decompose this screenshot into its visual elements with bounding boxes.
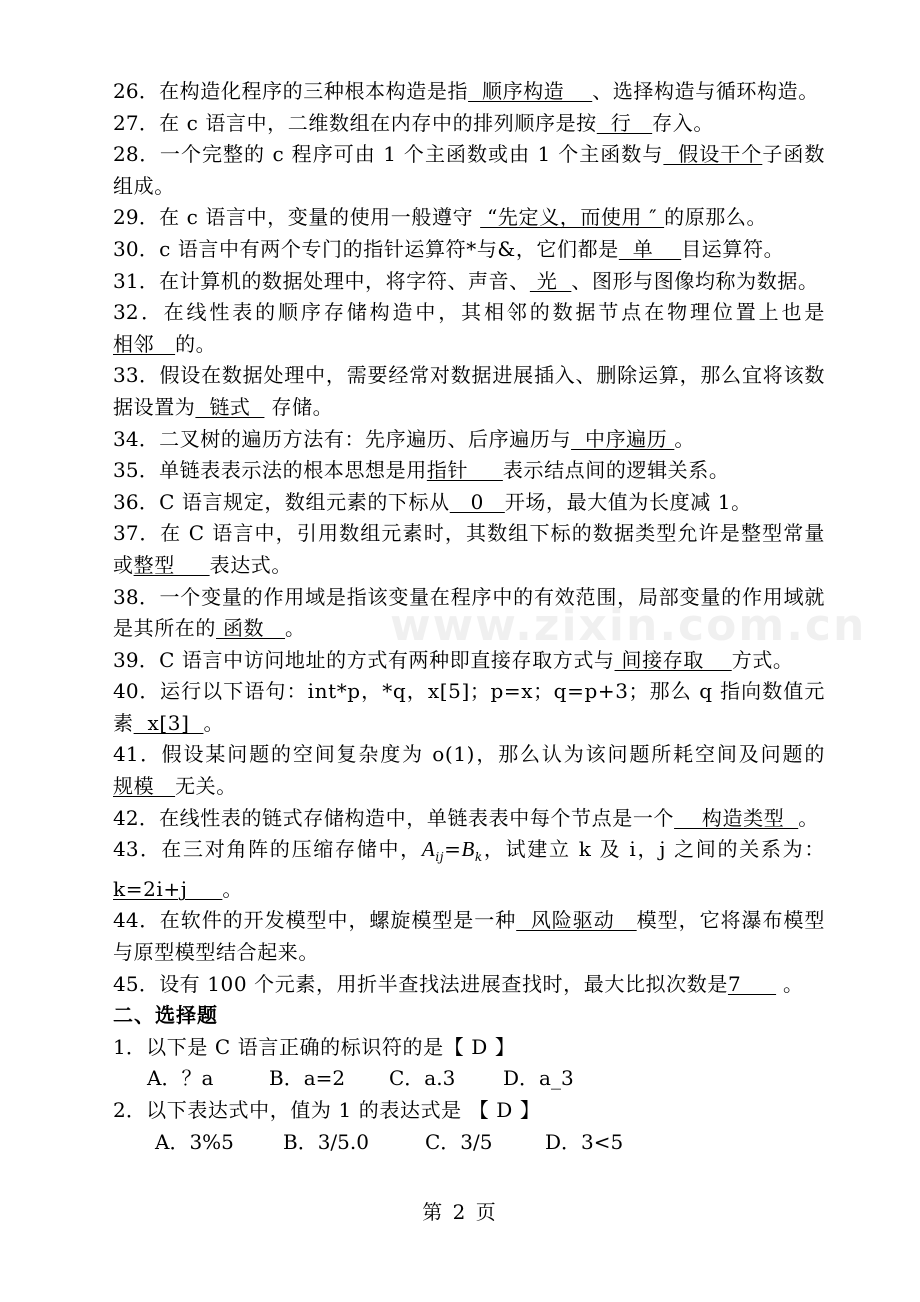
answer-blank: 行	[596, 110, 653, 135]
question-38	[113, 582, 825, 645]
question-30	[113, 234, 825, 266]
question-40	[113, 676, 825, 739]
question-36	[113, 487, 825, 519]
answer-blank: 风险驱动	[516, 908, 637, 933]
question-text: 在计算机的数据处理中，将字符、声音、	[159, 268, 530, 293]
question-number: 32．	[113, 300, 164, 325]
question-number: 43．	[113, 837, 162, 862]
question-text: 子函数组成。	[113, 142, 825, 198]
question-text: C 语言中访问地址的方式有两种即直接存取方式与	[159, 647, 615, 672]
question-text: 一个变量的作用域是指该变量在程序中的有效范围，局部变量的作用域就是其所在的	[113, 584, 825, 641]
question-text: ，试建立 k 及 i，j 之间的关系为：	[482, 837, 825, 862]
watermark-text: www.zixin.com.cn	[390, 600, 867, 651]
question-42	[113, 803, 825, 835]
mc-question-2	[113, 1095, 825, 1127]
option-b: B．a=2	[269, 1066, 346, 1091]
question-number: 41．	[113, 742, 162, 767]
question-text: 的。	[175, 331, 217, 356]
question-text: 、选择构造与循环构造。	[592, 79, 819, 103]
question-45	[113, 969, 825, 1001]
answer-blank: 假设干个	[663, 142, 763, 167]
question-text: 表示结点间的逻辑关系。	[502, 458, 730, 483]
answer-blank: k=2i+j	[113, 876, 223, 901]
question-27	[113, 108, 825, 140]
answer-blank: 函数	[216, 616, 286, 641]
question-text: 。	[285, 616, 306, 641]
question-number: 29．	[113, 205, 160, 230]
question-text: 。	[222, 876, 243, 901]
question-33	[113, 360, 825, 423]
option-a: A．？a	[147, 1066, 214, 1091]
question-text: 存储。	[264, 394, 334, 419]
question-text: 表达式。	[209, 552, 293, 577]
question-number: 34．	[113, 426, 160, 451]
question-number: 31．	[113, 268, 160, 293]
answer-blank: 整型	[133, 552, 210, 577]
answer-blank: 构造类型	[674, 805, 799, 830]
question-text: 的原那么。	[664, 205, 768, 230]
question-text: 在构造化程序的三种根本构造是指	[159, 79, 469, 103]
answer-blank: 链式	[195, 394, 265, 419]
question-34	[113, 424, 825, 456]
question-number: 37．	[113, 521, 161, 546]
formula-sub-k: k	[474, 850, 483, 865]
question-number: 38．	[113, 584, 160, 609]
question-number: 44．	[113, 908, 160, 933]
question-text: 设有 100 个元素，用折半查找法进展查找时，最大比拟次数是	[159, 971, 728, 996]
option-d: D．a_3	[503, 1066, 574, 1091]
question-number: 45．	[113, 971, 160, 996]
question-number: 30．	[113, 236, 160, 261]
answer-blank: x[3]	[133, 710, 204, 735]
answer-blank: 指针	[426, 458, 503, 483]
question-text: 。	[776, 971, 804, 996]
question-text: 存入。	[652, 110, 714, 135]
question-text: 方式。	[731, 647, 794, 672]
question-32	[113, 297, 825, 360]
question-text: 在线性表的顺序存储构造中，其相邻的数据节点在物理位置上也是	[163, 300, 825, 325]
question-text: 一个完整的 c 程序可由 1 个主函数或由 1 个主函数与	[159, 142, 664, 167]
question-text: 、图形与图像均称为数据。	[571, 268, 819, 293]
document-page	[113, 76, 825, 1158]
question-31	[113, 266, 825, 298]
question-text: 无关。	[175, 774, 237, 799]
question-text: 在 c 语言中，二维数组在内存中的排列顺序是按	[159, 110, 597, 135]
answer-blank: 单	[618, 236, 682, 261]
question-text: 假设在数据处理中，需要经常对数据进展插入、删除运算，那么宜将该数据设置为	[113, 363, 825, 419]
question-text: 模型，它将瀑布模型与原型模型结合起来。	[113, 908, 825, 965]
question-number: 28．	[113, 142, 160, 167]
question-41	[113, 739, 825, 802]
question-text: 在三对角阵的压缩存储中，	[161, 837, 422, 862]
question-text: C 语言规定，数组元素的下标从	[159, 489, 450, 514]
question-number: 2．	[113, 1098, 147, 1122]
question-text: 二叉树的遍历方法有：先序遍历、后序遍历与	[159, 426, 572, 451]
answer-blank: “先定义，而使用 ″	[480, 205, 665, 230]
option-c: C．3/5	[425, 1129, 493, 1154]
question-text: 。	[674, 426, 695, 451]
answer-blank: 7	[727, 971, 777, 996]
question-number: 39．	[113, 647, 160, 672]
question-text: 在线性表的链式存储构造中，单链表表中每个节点是一个	[159, 805, 675, 830]
question-number: 36．	[113, 489, 160, 514]
answer-blank: 相邻	[113, 331, 176, 356]
question-number: 40．	[113, 679, 161, 704]
question-stem: 以下是 C 语言正确的标识符的是【 D 】	[146, 1034, 516, 1059]
mc-options-2	[113, 1127, 825, 1159]
option-c: C．a.3	[389, 1066, 456, 1091]
question-44	[113, 905, 825, 968]
formula-var-a: A	[421, 837, 436, 862]
question-35	[113, 455, 825, 487]
option-d: D．3<5	[545, 1129, 624, 1154]
question-number: 35．	[113, 458, 160, 483]
formula-var-b: B	[461, 837, 475, 862]
question-text: 在 c 语言中，变量的使用一般遵守	[159, 205, 481, 230]
formula-equals: =	[444, 837, 462, 862]
mc-options-1	[113, 1063, 825, 1095]
question-number: 33．	[113, 363, 160, 388]
answer-blank: 光	[529, 268, 572, 293]
question-text: 运行以下语句：int*p，*q，x[5]；p=x；q=p+3；那么 q 指向数值元素	[113, 679, 825, 735]
answer-blank: 间接存取	[614, 647, 732, 672]
question-28	[113, 139, 825, 202]
page-footer: 第 2 页	[422, 1200, 498, 1224]
answer-blank: 0	[449, 489, 505, 514]
question-text: 目运算符。	[681, 236, 785, 261]
question-stem: 以下表达式中，值为 1 的表达式是 【 D 】	[146, 1098, 541, 1122]
question-text: 单链表表示法的根本思想是用	[159, 458, 427, 483]
answer-blank: 顺序构造	[468, 79, 593, 103]
question-26	[113, 76, 825, 108]
option-b: B．3/5.0	[283, 1129, 369, 1154]
question-29	[113, 202, 825, 234]
question-37	[113, 518, 825, 581]
question-text: 在软件的开发模型中，螺旋模型是一种	[159, 908, 517, 933]
section-title: 二、选择题	[113, 1003, 218, 1028]
answer-blank: 中序遍历	[571, 426, 675, 451]
option-a: A．3%5	[155, 1129, 234, 1154]
question-39	[113, 645, 825, 677]
answer-blank: 规模	[113, 774, 176, 799]
mc-question-1	[113, 1032, 825, 1064]
question-text: 在 C 语言中，引用数组元素时，其数组下标的数据类型允许是整型常量或	[113, 521, 825, 577]
question-number: 1．	[113, 1034, 147, 1059]
question-text: 开场，最大值为长度减 1。	[504, 489, 752, 514]
question-number: 26．	[113, 79, 160, 103]
question-text: 。	[798, 805, 819, 830]
question-text: 。	[203, 710, 225, 735]
question-43	[113, 834, 825, 905]
question-text: 假设某问题的空间复杂度为 o(1)，那么认为该问题所耗空间及问题的	[161, 742, 825, 767]
formula-sub-ij: ij	[435, 850, 445, 865]
question-number: 27．	[113, 110, 160, 135]
question-number: 42．	[113, 805, 160, 830]
question-text: c 语言中有两个专门的指针运算符*与&，它们都是	[159, 236, 619, 261]
